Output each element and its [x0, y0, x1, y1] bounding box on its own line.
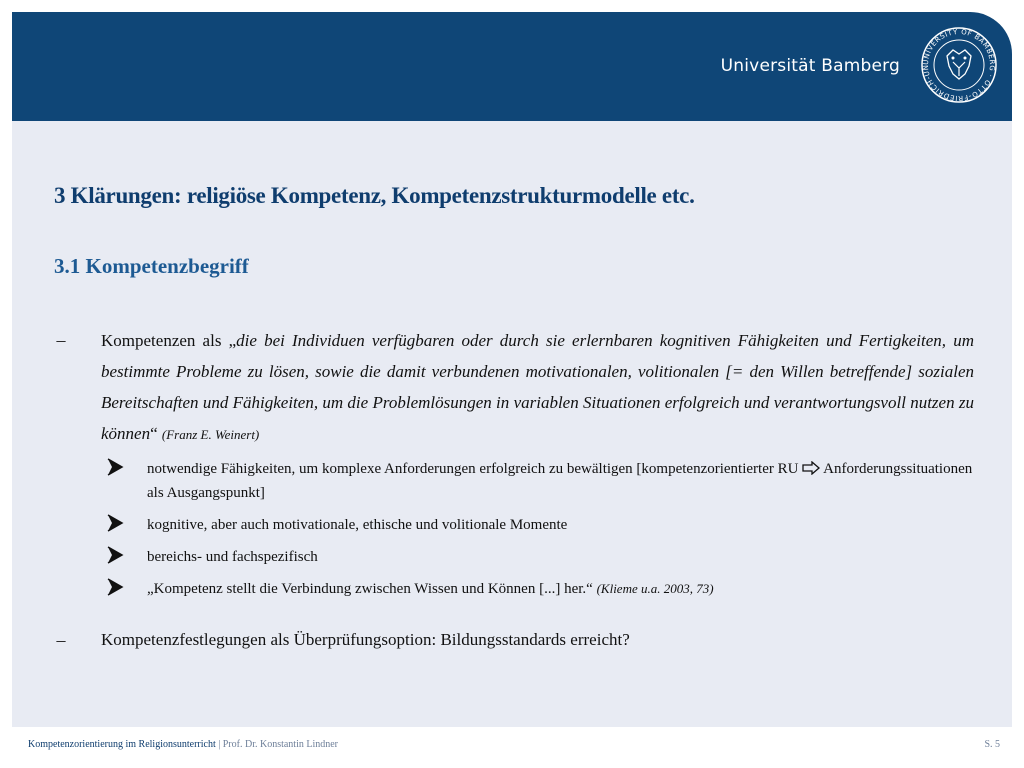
university-seal-logo — [920, 26, 998, 104]
definition-lead: Kompetenzen als „ — [101, 331, 237, 350]
footer-separator: | — [215, 739, 223, 750]
arrow-bullet-icon — [106, 514, 124, 532]
list-item — [104, 545, 974, 569]
slide-subtitle: 3.1 Kompetenzbegriff — [54, 254, 249, 278]
arrow-bullet-icon — [106, 458, 124, 476]
definition-close: “ — [150, 424, 162, 443]
slide-content — [12, 121, 1012, 727]
header-bar — [12, 12, 1012, 121]
list-item — [104, 513, 974, 537]
bullet-text: notwendige Fähigkeiten, um komplexe Anforderungen erfolgreich zu bewältigen [kompetenzorientierter RU — [147, 461, 803, 477]
right-arrow-icon — [802, 461, 820, 475]
slide-title: 3 Klärungen: religiöse Kompetenz, Kompetenzstrukturmodelle etc. — [54, 183, 695, 208]
list-item-kompetenzfestlegungen — [54, 626, 974, 654]
bullet-citation: (Klieme u.a. 2003, 73) — [596, 581, 714, 596]
definition-quote: die bei Individuen verfügbaren oder durch sie erlernbaren kognitiven Fähigkeiten und Fertigkeiten, um bestimmte Probleme zu lösen, sowie die damit verbundenen motivationalen, volitionalen [= den Willen betreffende] sozialen Bereitschaften und Fähigkeiten, um die Problemlösungen in variablen Situationen erfolgreich und verantwortungsvoll nutzen zu können — [101, 331, 974, 443]
bullet-text: bereichs- und fachspezifisch — [147, 549, 318, 565]
list-item — [104, 577, 974, 601]
dash-bullet-icon: – — [56, 330, 66, 350]
list-item-kompetenz-definition — [54, 325, 974, 450]
arrow-bullet-icon — [106, 578, 124, 596]
list-item — [104, 457, 974, 505]
svg-text:UNIVERSITY OF BAMBERG · OTTO-F: UNIVERSITY OF BAMBERG · OTTO-FRIEDRICH-UN — [921, 27, 997, 103]
dash-bullet-icon: – — [56, 630, 66, 650]
bullet-text: „Kompetenz stellt die Verbindung zwischen Wissen und Können [...] her.“ — [147, 581, 597, 597]
sub-bullet-list — [104, 457, 974, 609]
page-number: S. 5 — [984, 739, 1000, 750]
arrow-bullet-icon — [106, 546, 124, 564]
bullet-text-continued: Anforderungssituationen als Ausgangspunkt] — [147, 461, 973, 501]
item2-text: Kompetenzfestlegungen als Überprüfungsoption: Bildungsstandards erreicht? — [101, 630, 630, 649]
footer-author: Prof. Dr. Konstantin Lindner — [222, 739, 339, 750]
bullet-text: kognitive, aber auch motivationale, ethische und volitionale Momente — [147, 517, 568, 533]
university-name: Universität Bamberg — [720, 56, 900, 76]
definition-source: (Franz E. Weinert) — [161, 427, 260, 442]
footer-course: Kompetenzorientierung im Religionsunterricht — [28, 739, 216, 750]
